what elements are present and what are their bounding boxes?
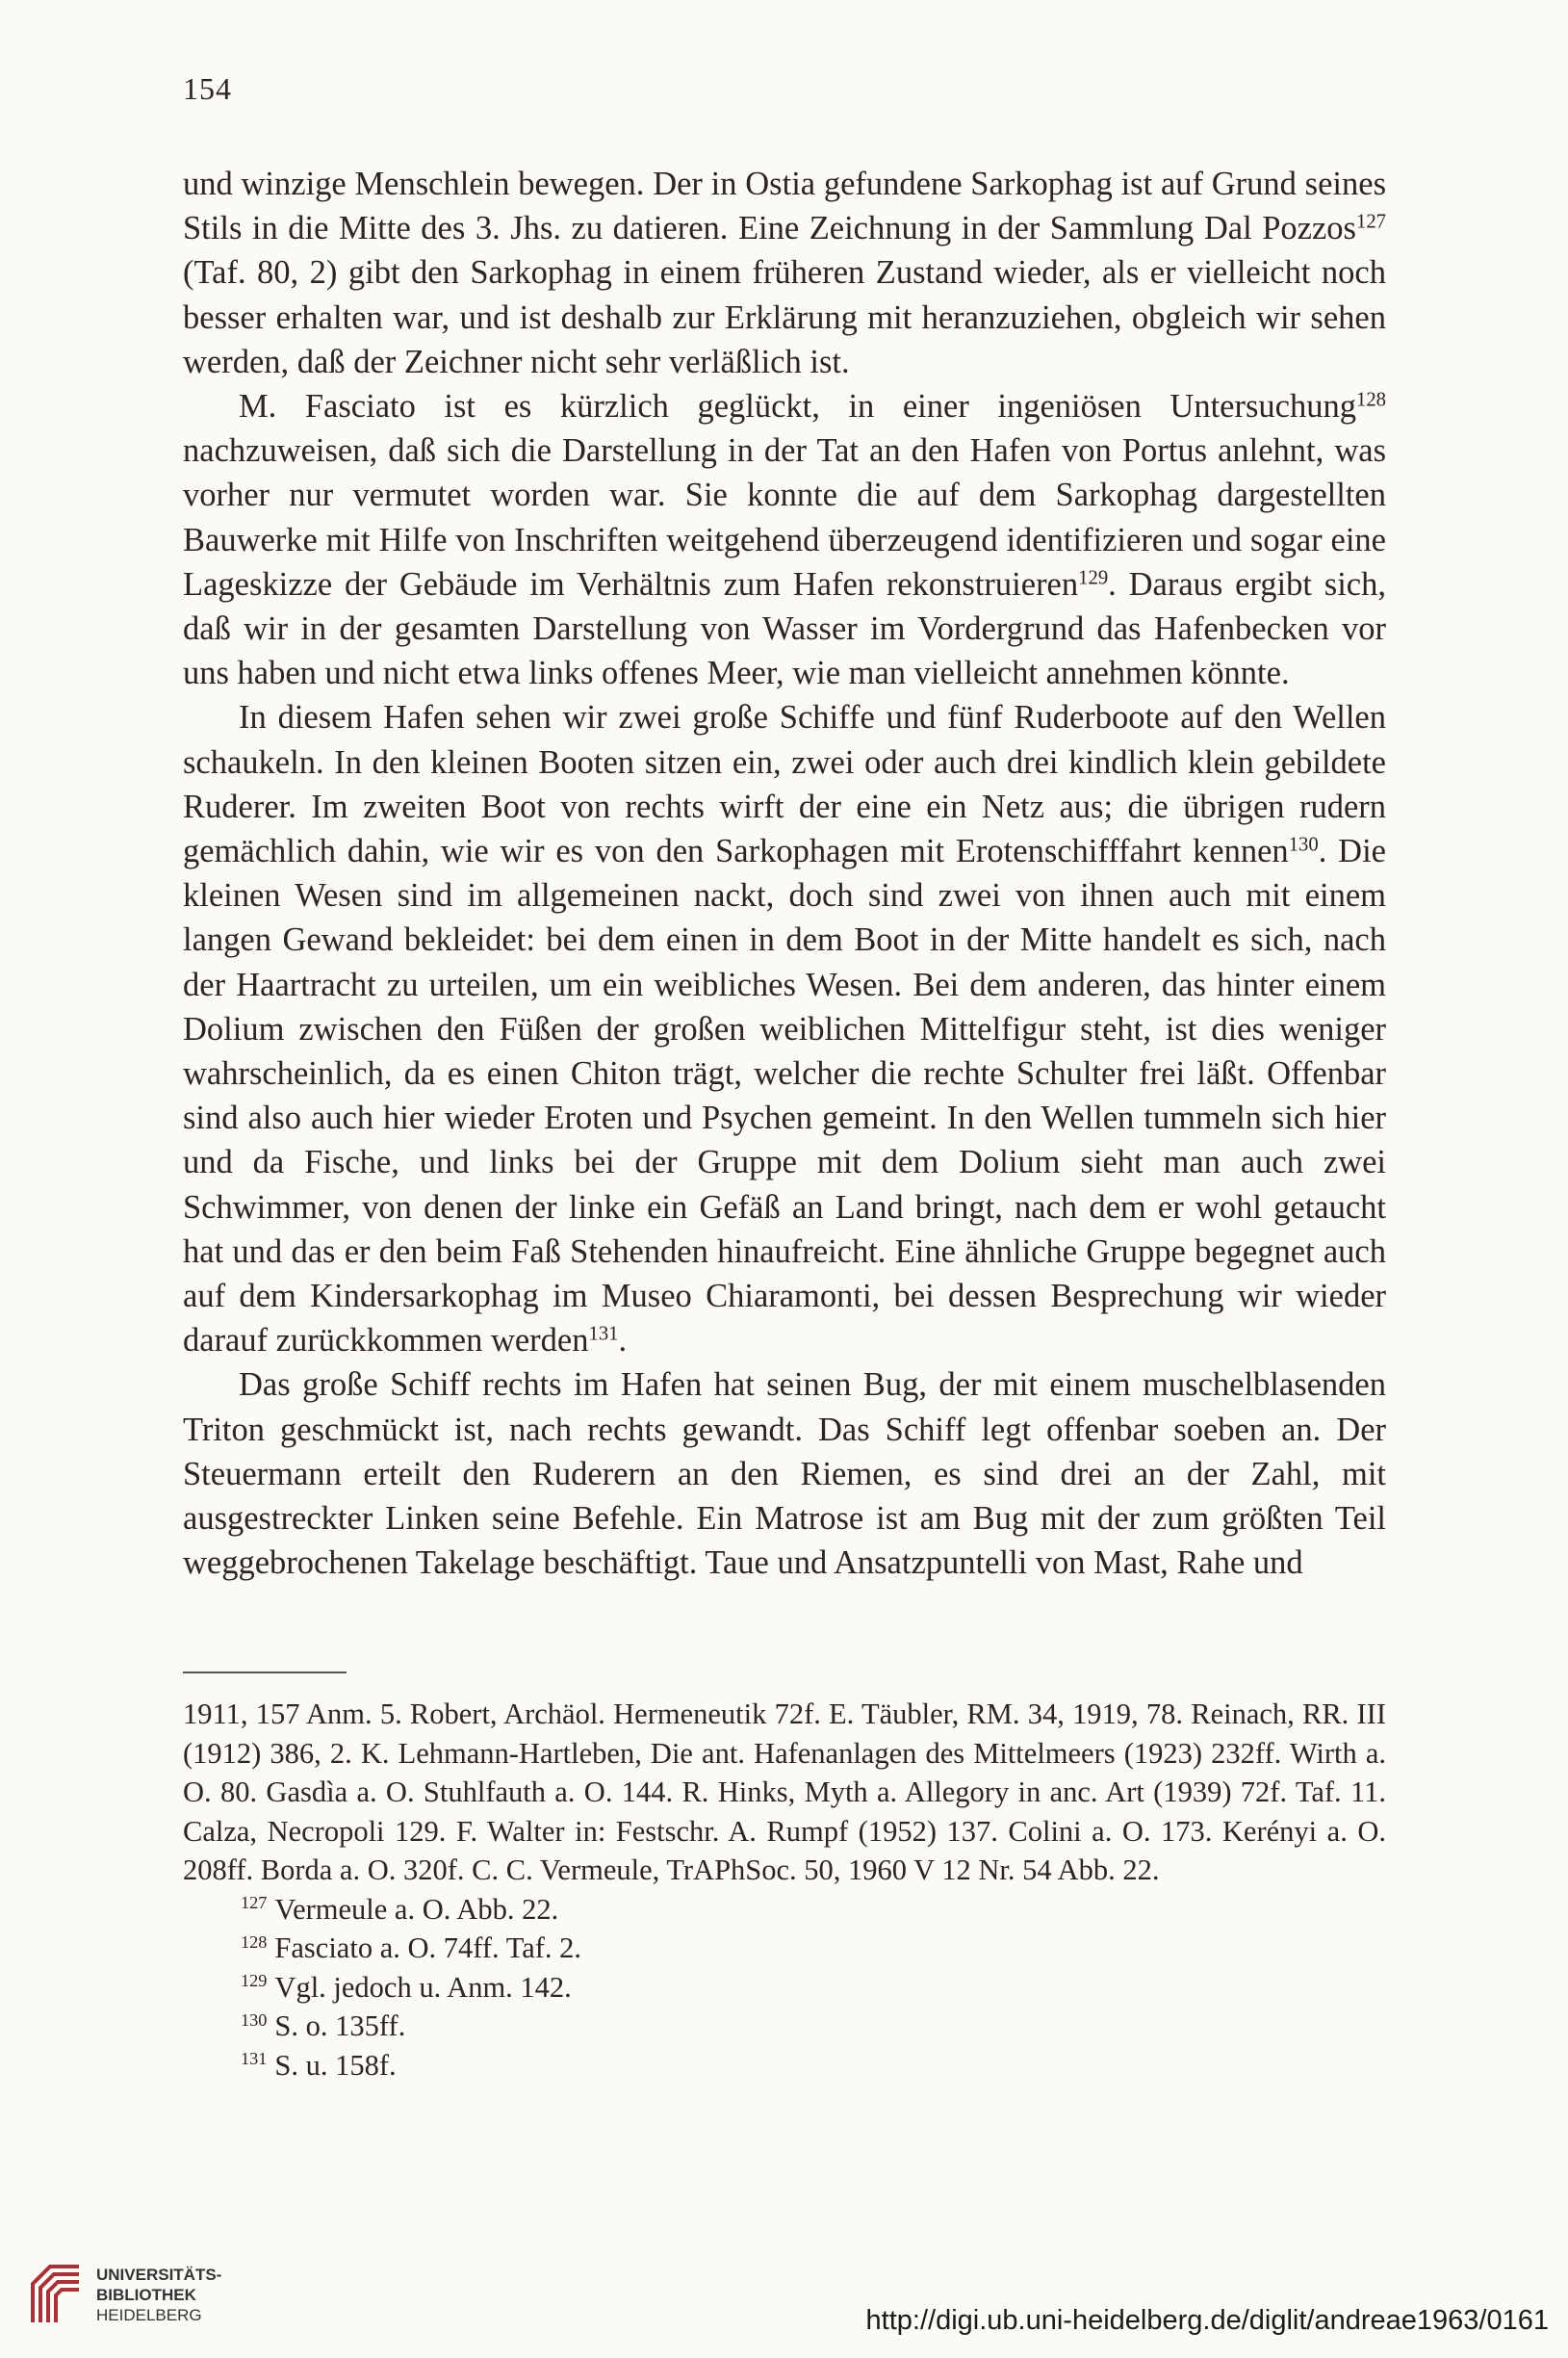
footnote-text: S. u. 158f. xyxy=(274,2048,397,2082)
footnote xyxy=(183,2007,1386,2046)
footnote-separator xyxy=(183,1671,347,1673)
library-name-line: UNIVERSITÄTS- xyxy=(96,2265,222,2284)
footnote xyxy=(183,1890,1386,1930)
footnote-ref: 128 xyxy=(1355,389,1386,411)
footnote xyxy=(183,1968,1386,2008)
footnote-ref: 130 xyxy=(1288,834,1319,856)
footnote-text: Vgl. jedoch u. Anm. 142. xyxy=(274,1970,572,2004)
footnote-ref: 129 xyxy=(1078,567,1109,589)
paragraph: und winzige Menschlein bewegen. Der in Ostia gefundene Sarkophag ist auf Grund seines Stils in die Mitte des 3. Jhs. zu datieren. Eine Zeichnung in der Sammlung Dal Pozzos$^{127}$ (Taf. 80, 2) gibt den Sarkophag in einem früheren Zustand wieder, als er vielleicht noch besser erhalten war, und ist deshalb zur Erklärung mit heranzuziehen, obgleich wir sehen werden, daß der Zeichner nicht sehr verläßlich ist. xyxy=(183,166,1386,380)
footnote-text: S. o. 135ff. xyxy=(274,2009,406,2042)
footnote-number: 130 xyxy=(241,2009,268,2030)
footnotes xyxy=(183,1695,1386,2085)
library-logo-icon xyxy=(29,2263,83,2326)
page-number: 154 xyxy=(183,71,232,106)
footnote-text: Fasciato a. O. 74ff. Taf. 2. xyxy=(274,1931,582,1964)
paragraph: Das große Schiff rechts im Hafen hat seinen Bug, der mit einem muschelblasenden Triton geschmückt ist, nach rechts gewandt. Das Schiff legt offenbar soeben an. Der Steuermann erteilt den Ruderern an den Riemen, es sind drei an der Zahl, mit ausgestreckter Linken seine Befehle. Ein Matrose ist am Bug mit der zum größten Teil weggebrochenen Takelage beschäftigt. Taue und Ansatzpuntelli von Mast, Rahe und xyxy=(183,1366,1386,1582)
body-text xyxy=(183,162,1386,1586)
footnote xyxy=(183,1929,1386,1968)
paragraph: In diesem Hafen sehen wir zwei große Schiffe und fünf Ruderboote auf den Wellen schaukeln. In den kleinen Booten sitzen ein, zwei oder auch drei kindlich klein gebildete Ruderer. Im zweiten Boot von rechts wirft der eine ein Netz aus; die übrigen rudern gemächlich dahin, wie wir es von den Sarkophagen mit Erotenschifffahrt kennen$^{130}$. Die kleinen Wesen sind im allgemeinen nackt, doch sind zwei von ihnen auch mit einem langen Gewand bekleidet: bei dem einen in dem Boot in der Mitte handelt es sich, nach der Haartracht zu urteilen, um ein weibliches Wesen. Bei dem anderen, das hinter einem Dolium zwischen den Füßen der großen weiblichen Mittelfigur steht, ist dies weniger wahrscheinlich, da es einen Chiton trägt, welcher die rechte Schulter frei läßt. Offenbar sind also auch hier wieder Eroten und Psychen gemeint. In den Wellen tummeln sich hier und da Fische, und links bei der Gruppe mit dem Dolium sieht man auch zwei Schwimmer, von denen der linke ein Gefäß an Land bringt, nach dem er wohl getaucht hat und das er den beim Faß Stehenden hinaufreicht. Eine ähnliche Gruppe begegnet auch auf dem Kindersarkophag im Museo Chiaramonti, bei dessen Besprechung wir wieder darauf zurückkommen werden$^{131}$. xyxy=(183,699,1386,1360)
library-logo xyxy=(29,2263,221,2326)
footnote xyxy=(183,2046,1386,2086)
library-name-line: BIBLIOTHEK xyxy=(96,2285,196,2304)
footnote-ref: 131 xyxy=(588,1323,619,1345)
footnote-number: 127 xyxy=(241,1893,268,1913)
footnote-text: Vermeule a. O. Abb. 22. xyxy=(274,1892,559,1926)
footnote-number: 128 xyxy=(241,1931,268,1952)
library-name-line: HEIDELBERG xyxy=(96,2305,202,2324)
source-url-link[interactable]: http://digi.ub.uni-heidelberg.de/diglit/andreae1963/0161 xyxy=(865,2305,1549,2336)
paragraph: M. Fasciato ist es kürzlich geglückt, in einer ingeniösen Untersuchung$^{128}$ nachzuweisen, daß sich die Darstellung in der Tat an den Hafen von Portus anlehnt, was vorher nur vermutet worden war. Sie konnte die auf dem Sarkophag dargestellten Bauwerke mit Hilfe von Inschriften weitgehend überzeugend identifizieren und sogar eine Lageskizze der Gebäude im Verhältnis zum Hafen rekonstruieren$^{129}$. Daraus ergibt sich, daß wir in der gesamten Darstellung von Wasser im Vordergrund das Hafenbecken vor uns haben und nicht etwa links offenes Meer, wie man vielleicht annehmen könnte. xyxy=(183,388,1386,692)
footnote-ref: 127 xyxy=(1355,211,1386,233)
footnote-number: 131 xyxy=(241,2049,268,2069)
footnote-continuation: 1911, 157 Anm. 5. Robert, Archäol. Hermeneutik 72f. E. Täubler, RM. 34, 1919, 78. Reinach, RR. III (1912) 386, 2. K. Lehmann-Hartleben, Die ant. Hafenanlagen des Mittelmeers (1923) 232ff. Wirth a. O. 80. Gasdìa a. O. Stuhlfauth a. O. 144. R. Hinks, Myth a. Allegory in anc. Art (1939) 72f. Taf. 11. Calza, Necropoli 129. F. Walter in: Festschr. A. Rumpf (1952) 137. Colini a. O. 173. Kerényi a. O. 208ff. Borda a. O. 320f. C. C. Vermeule, TrAPhSoc. 50, 1960 V 12 Nr. 54 Abb. 22. xyxy=(183,1697,1386,1886)
footnote-number: 129 xyxy=(241,1971,268,1991)
